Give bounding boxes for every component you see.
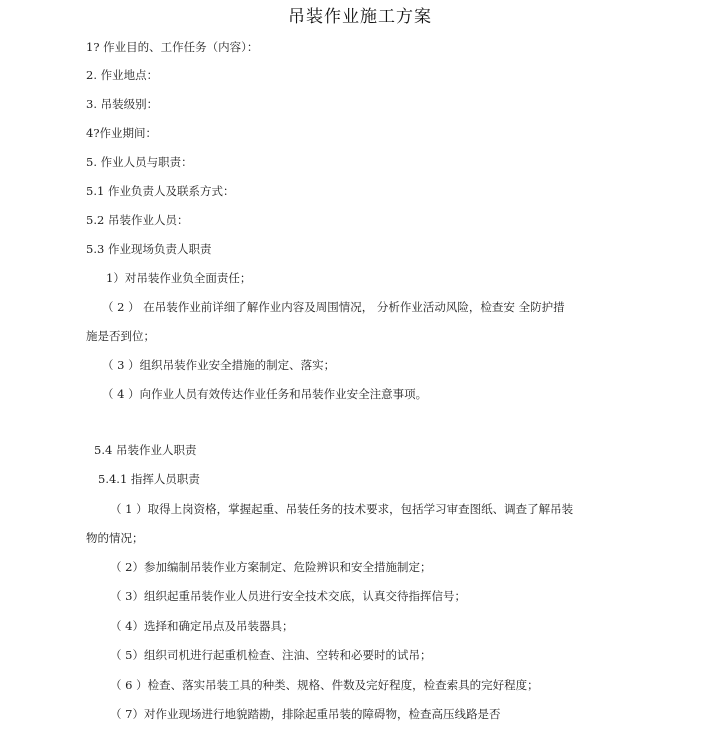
commander-duty-5: （ 5）组织司机进行起重机检查、注油、空转和必要时的试吊； <box>110 648 432 662</box>
duty-4: （ 4 ）向作业人员有效传达作业任务和吊装作业安全注意事项。 <box>102 387 428 401</box>
document-title: 吊装作业施工方案 <box>288 7 432 27</box>
duty-2-continued: 施是否到位； <box>86 329 155 343</box>
section-1-purpose: 1? 作业目的、工作任务（内容）： <box>86 40 259 54</box>
duty-2: （ 2 ） 在吊装作业前详细了解作业内容及周围情况， 分析作业活动风险，检查安 全防护措 <box>102 300 565 314</box>
section-5-4-crew-duties: 5.4 吊装作业人职责 <box>94 443 197 457</box>
commander-duty-1-continued: 物的情况； <box>86 531 144 545</box>
section-5-4-1-commander: 5.4.1 指挥人员职责 <box>98 472 200 486</box>
section-2-location: 2. 作业地点： <box>86 68 159 82</box>
commander-duty-1: （ 1 ）取得上岗资格，掌握起重、吊装任务的技术要求，包括学习审查图纸、调查了解吊装 <box>110 502 574 516</box>
commander-duty-3: （ 3）组织起重吊装作业人员进行安全技术交底，认真交待指挥信号； <box>110 589 466 603</box>
section-5-personnel: 5. 作业人员与职责： <box>86 155 193 169</box>
commander-duty-6: （ 6 ）检查、落实吊装工具的种类、规格、件数及完好程度，检查索具的完好程度； <box>110 678 539 692</box>
duty-3: （ 3 ）组织吊装作业安全措施的制定、落实； <box>102 358 336 372</box>
commander-duty-4: （ 4）选择和确定吊点及吊装器具； <box>110 619 294 633</box>
section-5-2-workers: 5.2 吊装作业人员： <box>86 213 189 227</box>
duty-1: 1）对吊装作业负全面责任； <box>106 271 252 285</box>
section-3-level: 3. 吊装级别： <box>86 97 159 111</box>
commander-duty-7: （ 7）对作业现场进行地貌踏勘，排除起重吊装的障碍物，检查高压线路是否 <box>110 707 501 721</box>
section-5-3-site-leader: 5.3 作业现场负责人职责 <box>86 242 212 256</box>
section-4-period: 4?作业期间： <box>86 126 157 140</box>
section-5-1-leader-contact: 5.1 作业负责人及联系方式： <box>86 184 235 198</box>
commander-duty-2: （ 2）参加编制吊装作业方案制定、危险辨识和安全措施制定； <box>110 560 432 574</box>
